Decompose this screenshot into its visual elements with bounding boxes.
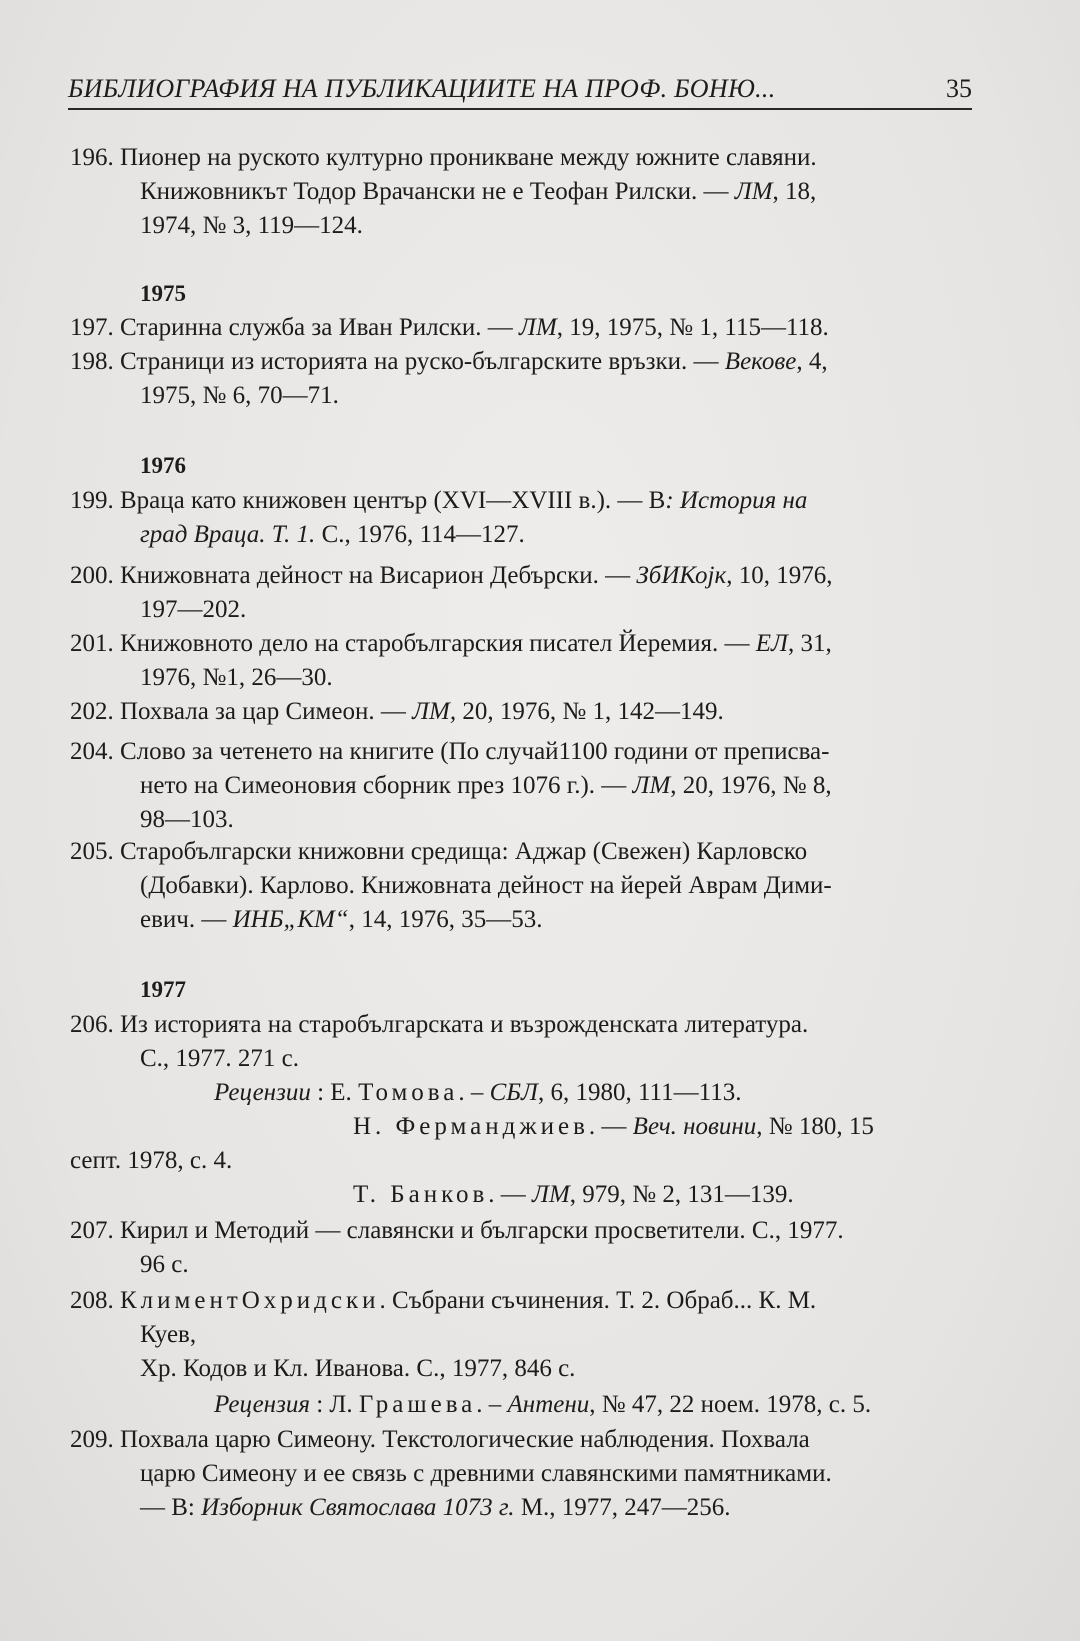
entry-197-line-1	[70, 312, 829, 344]
entry-text: Хр. Кодов и Кл. Иванова. С., 1977, 846 с.	[140, 1355, 576, 1382]
entry-207-line-2	[140, 1249, 189, 1281]
entry-text: нето на Симеоновия сборник през 1076 г.). —	[140, 772, 633, 799]
review-author: Грашева	[358, 1391, 477, 1418]
entry-206-review-3	[353, 1179, 794, 1211]
entry-text: 207. Кирил и Методий — славянски и български просветители. С., 1977.	[70, 1217, 844, 1244]
entry-text: 1974, № 3, 119—124.	[140, 212, 363, 239]
page-number: 35	[946, 74, 972, 103]
entry-206-line-1	[70, 1009, 808, 1041]
entry-text: 208.	[70, 1287, 120, 1314]
entry-text: 96 с.	[140, 1251, 189, 1278]
year-heading-1977: 1977	[140, 977, 186, 1002]
journal-abbrev: Веч. новини	[632, 1113, 757, 1140]
entry-text: . –	[476, 1391, 508, 1418]
entry-text: , 31,	[787, 630, 832, 657]
entry-text: 1976, №1, 26—30.	[140, 664, 333, 691]
entry-text: : Л.	[309, 1391, 359, 1418]
entry-text: 204. Слово за четенето на книгите (По случай1100 години от преписва-	[70, 738, 830, 765]
year-heading-1975: 1975	[140, 281, 186, 306]
entry-text: , № 180, 15	[756, 1113, 874, 1140]
entry-text: 201. Книжовното дело на старобългарския писател Йеремия. —	[70, 630, 756, 657]
entry-text: С., 1976, 114—127.	[315, 521, 525, 548]
journal-abbrev: Антени	[507, 1391, 590, 1418]
entry-text: , 6, 1980, 111—113.	[537, 1079, 742, 1106]
review-author: Томова	[358, 1079, 459, 1106]
entry-text: . –	[458, 1079, 490, 1106]
journal-abbrev: град Враца. Т. 1.	[140, 521, 316, 548]
entry-text: , 19, 1975, № 1, 115—118.	[556, 314, 829, 341]
entry-206-review-2	[353, 1111, 874, 1143]
journal-abbrev: ЛМ	[632, 772, 671, 799]
entry-text: септ. 1978, с. 4.	[70, 1147, 233, 1174]
entry-text: , 14, 1976, 35—53.	[348, 906, 543, 933]
journal-abbrev: ЗбИКојк	[636, 562, 727, 589]
entry-200-line-2	[140, 594, 246, 626]
entry-196-line-1	[70, 142, 817, 174]
entry-text: 196. Пионер на руското културно проникване между южните славяни.	[70, 144, 817, 171]
journal-abbrev: ЛМ	[532, 1181, 570, 1208]
entry-204-line-2	[140, 770, 832, 802]
journal-abbrev: Изборник Святослава 1073 г.	[201, 1494, 515, 1521]
entry-text: . Събрани съчинения. Т. 2. Обраб... К. М.	[379, 1287, 817, 1314]
entry-204-line-1	[70, 736, 829, 768]
review-author: Т. Банков	[353, 1181, 489, 1208]
entry-text: , 10, 1976,	[726, 562, 833, 589]
entry-205-line-2	[140, 870, 832, 902]
entry-201-line-1	[70, 628, 832, 660]
entry-198-line-1	[70, 346, 828, 378]
entry-202-line-1	[70, 696, 724, 728]
entry-text: 1975, № 6, 70—71.	[140, 382, 339, 409]
entry-text: — В:	[140, 1494, 202, 1521]
journal-abbrev: ЛМ	[519, 314, 557, 341]
entry-205-line-3	[140, 904, 542, 936]
entry-199-line-1	[70, 485, 807, 517]
journal-abbrev: ЛМ,	[412, 698, 457, 725]
entry-text: , 18,	[772, 178, 817, 205]
entry-text: 202. Похвала за цар Симеон. —	[70, 698, 413, 725]
entry-text: 205. Старобългарски книжовни средища: Аджар (Свежен) Карловско	[70, 838, 808, 865]
entry-209-line-2	[140, 1458, 832, 1490]
entry-text: . —	[488, 1181, 533, 1208]
entry-200-line-1	[70, 560, 832, 592]
entry-text: 98—103.	[140, 806, 234, 833]
entry-209-line-3	[140, 1492, 731, 1524]
entry-text: , № 47, 22 ноем. 1978, с. 5.	[589, 1391, 872, 1418]
year-heading-1976: 1976	[140, 453, 186, 478]
entry-209-line-1	[70, 1424, 810, 1456]
journal-abbrev: ЕЛ	[755, 630, 788, 657]
journal-abbrev: Векове	[724, 348, 797, 375]
entry-text: , 979, № 2, 131—139.	[569, 1181, 794, 1208]
review-label: Рецензии	[214, 1079, 311, 1106]
entry-text: 198. Страници из историята на руско-българските връзки. —	[70, 348, 725, 375]
entry-text: . —	[588, 1113, 633, 1140]
entry-196-line-3	[140, 210, 363, 242]
entry-208-line-1	[70, 1285, 816, 1317]
entry-text: 20, 1976, № 1, 142—149.	[456, 698, 724, 725]
entry-text: (Добавки). Карлово. Книжовната дейност на йерей Аврам Дими-	[140, 872, 832, 899]
entry-text: 197—202.	[140, 596, 247, 623]
entry-text: Куев,	[140, 1321, 197, 1348]
entry-199-line-2	[140, 519, 525, 551]
review-author: Н. Ферманджиев	[353, 1113, 589, 1140]
entry-text: 206. Из историята на старобългарската и възрожденската литература.	[70, 1011, 809, 1038]
entry-208-line-2	[140, 1319, 196, 1351]
author-name: КлиментОхридски	[120, 1287, 380, 1314]
entry-text: , 4,	[796, 348, 828, 375]
running-header-title: БИБЛИОГРАФИЯ НА ПУБЛИКАЦИИТЕ НА ПРОФ. БОНЮ...	[68, 74, 776, 103]
entry-206-review-2-cont	[70, 1145, 232, 1177]
review-label: Рецензия	[214, 1391, 310, 1418]
entry-208-line-3	[140, 1353, 575, 1385]
entry-206-line-2	[140, 1043, 299, 1075]
entry-201-line-2	[140, 662, 333, 694]
entry-text: царю Симеону и ее связь с древними славянскими памятниками.	[140, 1460, 832, 1487]
entry-207-line-1	[70, 1215, 844, 1247]
journal-abbrev: ИНБ„КМ“	[232, 906, 349, 933]
entry-text: С., 1977. 271 с.	[140, 1045, 300, 1072]
entry-text: Книжовникът Тодор Врачански не е Теофан Рилски. —	[140, 178, 735, 205]
journal-abbrev: : История на	[665, 487, 808, 514]
entry-text: 209. Похвала царю Симеону. Текстологические наблюдения. Похвала	[70, 1426, 810, 1453]
journal-abbrev: СБЛ	[489, 1079, 538, 1106]
entry-208-review-1	[214, 1389, 871, 1421]
entry-204-line-3	[140, 804, 234, 836]
entry-text: : Е.	[310, 1079, 359, 1106]
entry-text: , 20, 1976, № 8,	[670, 772, 832, 799]
entry-196-line-2	[140, 176, 816, 208]
entry-text: евич. —	[140, 906, 233, 933]
entry-198-line-2	[140, 380, 339, 412]
entry-206-review-1	[214, 1077, 741, 1109]
entry-text: 197. Старинна служба за Иван Рилски. —	[70, 314, 520, 341]
entry-text: 199. Враца като книжовен център (XVI—XVIII в.). — В	[70, 487, 666, 514]
entry-205-line-1	[70, 836, 807, 868]
journal-abbrev: ЛМ	[734, 178, 773, 205]
entry-text: 200. Книжовната дейност на Висарион Дебърски. —	[70, 562, 637, 589]
entry-text: М., 1977, 247—256.	[514, 1494, 731, 1521]
